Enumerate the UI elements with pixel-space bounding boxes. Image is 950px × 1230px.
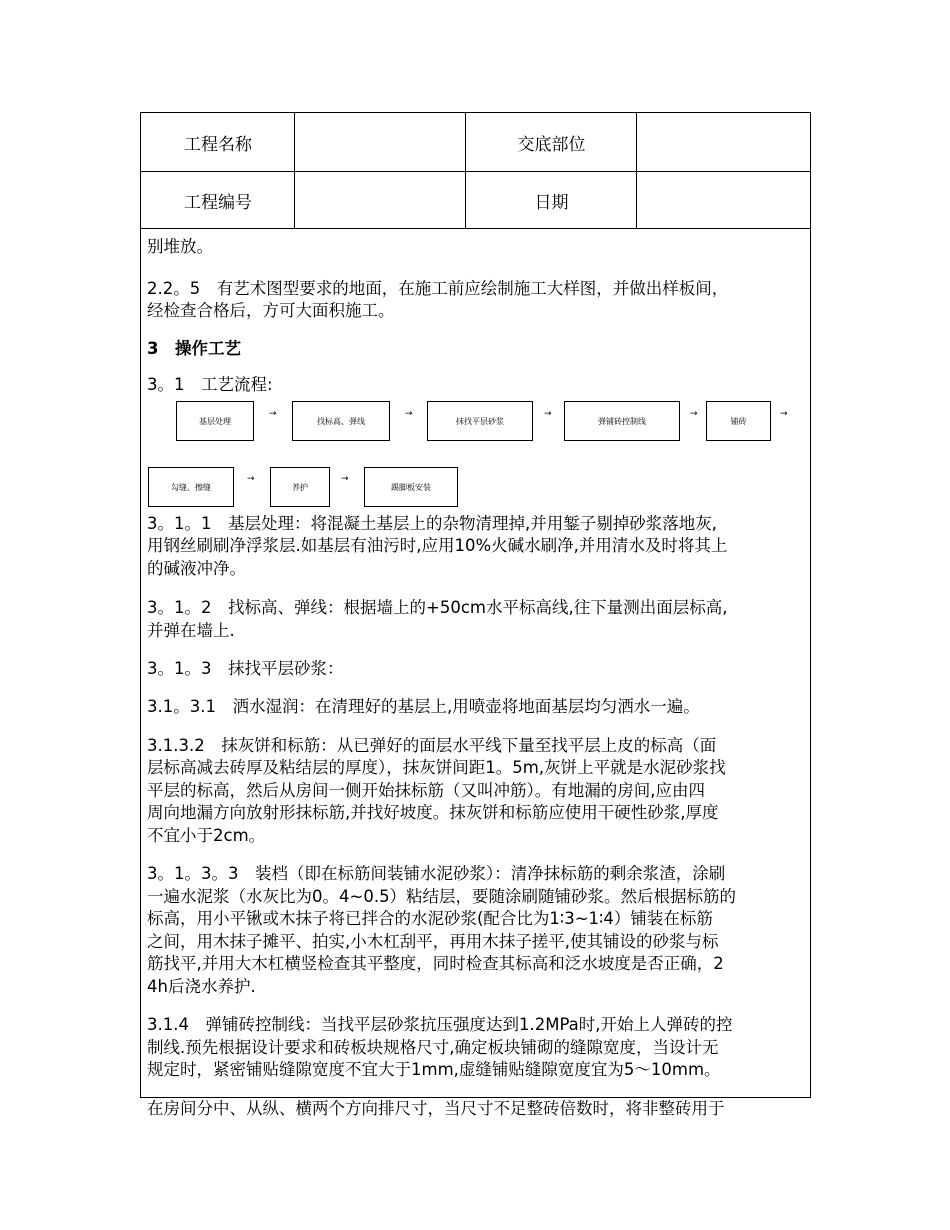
paragraph: 周向地漏方向放射形抹标筋,并找好坡度。抹灰饼和标筋应使用干硬性砂浆,厚度 xyxy=(147,803,719,822)
flow-arrow: → xyxy=(544,409,552,419)
paragraph: 平层的标高，然后从房间一侧开始抹标筋（又叫冲筋）。有地漏的房间,应由四 xyxy=(147,781,705,800)
flow-step-box: 弹铺砖控制线 xyxy=(564,401,680,441)
project-name-label: 工程名称 xyxy=(184,134,252,155)
paragraph: 在房间分中、从纵、横两个方向排尺寸，当尺寸不足整砖倍数时，将非整砖用于 xyxy=(147,1099,725,1118)
paragraph: 3。1。3。3 装档（即在标筋间装铺水泥砂浆）：清净抹标筋的剩余浆渣，涂刷 xyxy=(147,864,726,883)
paragraph: 3.1.4 弹铺砖控制线：当找平层砂浆抗压强度达到1.2MPa时,开始上人弹砖的控 xyxy=(147,1015,733,1034)
subsection-heading: 3。1 工艺流程: xyxy=(147,375,273,394)
flow-step-box: 养护 xyxy=(270,467,330,507)
paragraph: 并弹在墙上. xyxy=(147,621,235,640)
paragraph: 经检查合格后，方可大面积施工。 xyxy=(147,301,395,320)
paragraph: 一遍水泥浆（水灰比为0。4~0.5）粘结层，要随涂刷随铺砂浆。然后根据标筋的 xyxy=(147,887,737,906)
flow-arrow: → xyxy=(341,474,349,484)
document-frame xyxy=(140,112,811,1118)
flow-step-box: 铺砖 xyxy=(706,401,771,441)
paragraph: 4h后浇水养护. xyxy=(147,977,256,996)
header-divider xyxy=(636,113,637,228)
section-heading: 3 操作工艺 xyxy=(147,339,241,358)
header-row-1 xyxy=(141,113,810,172)
paragraph: 3。1。1 基层处理：将混凝土基层上的杂物清理掉,并用錾子剔掉砂浆落地灰, xyxy=(147,514,717,533)
flow-arrow: → xyxy=(690,409,698,419)
handover-part-label: 交底部位 xyxy=(517,134,586,155)
flow-arrow: → xyxy=(780,409,788,419)
paragraph: 不宜小于2cm。 xyxy=(147,826,266,845)
flow-step-box: 找标高、弹线 xyxy=(292,401,390,441)
paragraph: 3。1。2 找标高、弹线：根据墙上的+50cm水平标高线,往下量测出面层标高, xyxy=(147,598,728,617)
paragraph: 用钢丝刷刷净浮浆层.如基层有油污时,应用10%火碱水刷净,并用清水及时将其上 xyxy=(147,536,728,555)
flow-step-box: 勾缝、擦缝 xyxy=(148,467,234,507)
paragraph: 别堆放。 xyxy=(147,237,213,256)
project-name-value xyxy=(295,113,466,171)
date-label: 日期 xyxy=(534,192,569,213)
paragraph: 制线.预先根据设计要求和砖板块规格尺寸,确定板块铺砌的缝隙宽度，当设计无 xyxy=(147,1038,719,1057)
paragraph: 的碱液冲净。 xyxy=(147,559,246,578)
flow-step-box: 踢脚板安装 xyxy=(364,467,458,507)
paragraph: 筋找平,并用大木杠横竖检查其平整度，同时检查其标高和泛水坡度是否正确，2 xyxy=(147,954,724,973)
flow-step-box: 抹找平层砂浆 xyxy=(427,401,533,441)
paragraph: 标高，用小平锹或木抹子将已拌合的水泥砂浆(配合比为1∶3~1∶4）铺装在标筋 xyxy=(147,909,713,928)
header-row-2 xyxy=(141,172,810,229)
flow-step-box: 基层处理 xyxy=(176,401,254,441)
handover-part-value xyxy=(637,113,812,171)
paragraph: 之间，用木抹子摊平、拍实,小木杠刮平，再用木抹子搓平,使其铺设的砂浆与标 xyxy=(147,932,719,951)
project-no-label: 工程编号 xyxy=(184,192,252,213)
paragraph: 层标高减去砖厚及粘结层的厚度），抹灰饼间距1。5m,灰饼上平就是水泥砂浆找 xyxy=(147,758,726,777)
header-divider xyxy=(465,113,466,228)
paragraph: 3。1。3 抹找平层砂浆： xyxy=(147,659,344,678)
flow-arrow: → xyxy=(405,409,413,419)
flow-arrow: → xyxy=(247,474,255,484)
paragraph: 3.1.3.2 抹灰饼和标筋：从已弹好的面层水平线下量至找平层上皮的标高（面 xyxy=(147,736,717,755)
paragraph: 3.1。3.1 洒水湿润：在清理好的基层上,用喷壶将地面基层均匀洒水一遍。 xyxy=(147,697,700,716)
date-value xyxy=(637,172,812,228)
paragraph: 2.2。5 有艺术图型要求的地面，在施工前应绘制施工大样图，并做出样板间， xyxy=(147,279,729,298)
header-divider xyxy=(294,113,295,228)
paragraph: 规定时，紧密铺贴缝隙宽度不宜大于1mm,虚缝铺贴缝隙宽度宜为5～10mm。 xyxy=(147,1060,721,1079)
flow-arrow: → xyxy=(269,409,277,419)
project-no-value xyxy=(295,172,466,228)
